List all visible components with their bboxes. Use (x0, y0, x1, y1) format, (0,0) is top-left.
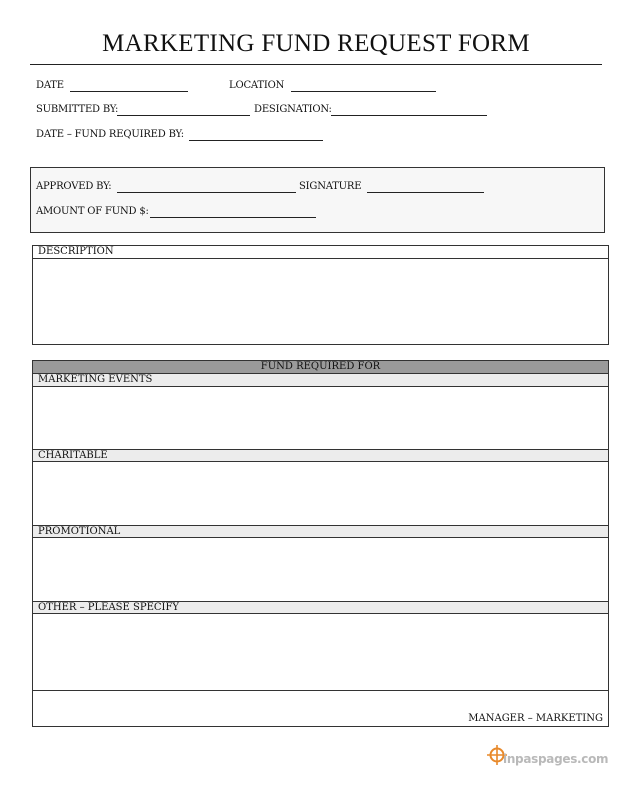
section-header-other (33, 601, 608, 614)
approved-by-label: APPROVED BY: (36, 181, 112, 192)
promotional-input-area[interactable] (33, 538, 608, 601)
fund-required-table (32, 360, 609, 727)
date-fund-required-field-line[interactable] (189, 140, 323, 141)
date-label: DATE (36, 80, 64, 91)
fund-required-title: FUND REQUIRED FOR (260, 361, 381, 372)
other-input-area[interactable] (33, 614, 608, 690)
description-label: DESCRIPTION (38, 246, 114, 257)
submitted-by-field-line[interactable] (117, 115, 250, 116)
location-label: LOCATION (229, 80, 285, 91)
designation-field-line[interactable] (331, 115, 487, 116)
description-box (32, 245, 609, 345)
section-label: CHARITABLE (38, 450, 108, 461)
signature-field-line[interactable] (367, 192, 484, 193)
section-header-marketing-events (33, 374, 608, 387)
approved-by-field-line[interactable] (117, 192, 296, 193)
date-field-line[interactable] (70, 91, 188, 92)
marketing-events-input-area[interactable] (33, 387, 608, 449)
section-header-charitable (33, 449, 608, 462)
section-label: PROMOTIONAL (38, 526, 121, 537)
site-watermark: inpaspages.com (503, 752, 609, 766)
section-header-promotional (33, 525, 608, 538)
form-title: MARKETING FUND REQUEST FORM (102, 30, 530, 57)
section-label: MARKETING EVENTS (38, 374, 153, 385)
description-input-area[interactable] (33, 259, 608, 344)
date-fund-required-label: DATE – FUND REQUIRED BY: (36, 129, 184, 140)
title-divider (30, 64, 602, 65)
fund-required-header (33, 361, 608, 374)
description-header (33, 246, 608, 259)
amount-of-fund-label: AMOUNT OF FUND $: (36, 206, 149, 217)
approval-box (30, 167, 605, 233)
location-field-line[interactable] (291, 91, 436, 92)
amount-of-fund-field-line[interactable] (150, 217, 316, 218)
charitable-input-area[interactable] (33, 462, 608, 525)
manager-marketing-signoff: MANAGER – MARKETING (468, 713, 603, 724)
designation-label: DESIGNATION: (254, 104, 332, 115)
submitted-by-label: SUBMITTED BY: (36, 104, 119, 115)
section-label: OTHER – PLEASE SPECIFY (38, 602, 180, 613)
signature-label: SIGNATURE (299, 181, 362, 192)
signoff-divider (33, 690, 608, 691)
